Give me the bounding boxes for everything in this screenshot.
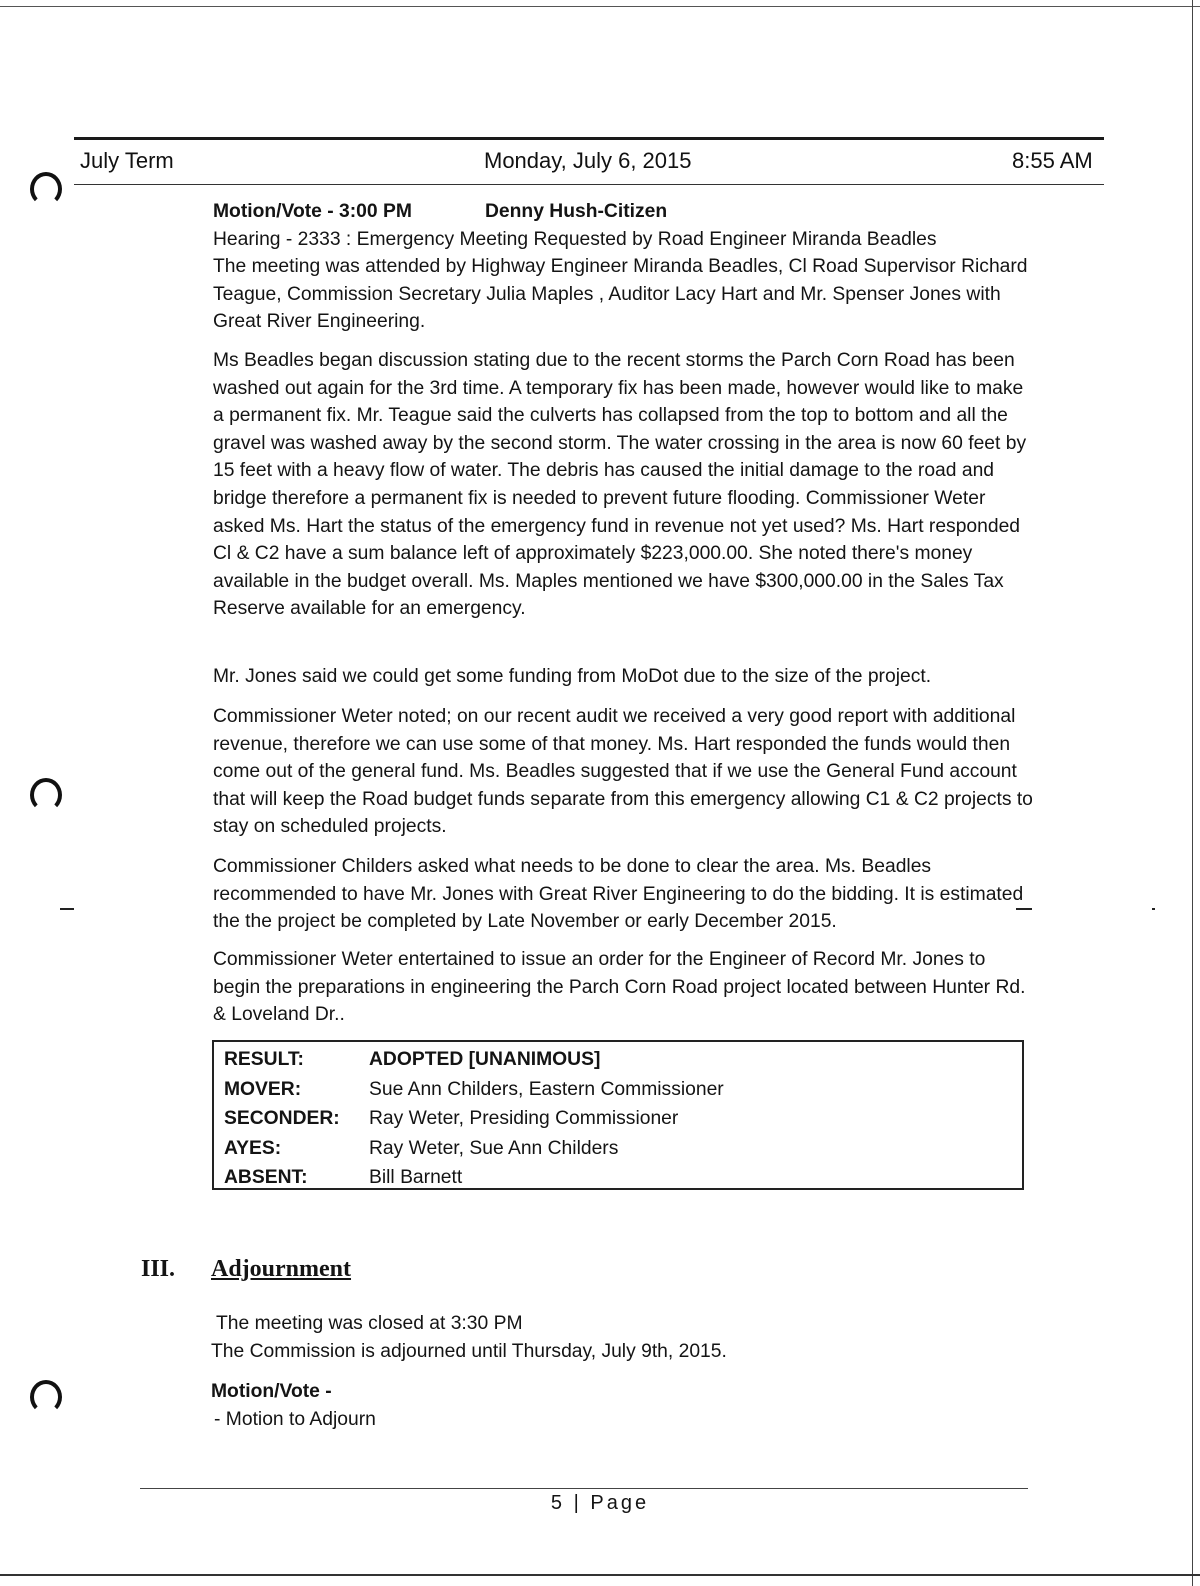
- header-time: 8:55 AM: [1012, 148, 1093, 173]
- header-underline: [74, 184, 1104, 185]
- header-term: July Term: [80, 148, 174, 173]
- result-label: RESULT:: [224, 1049, 304, 1070]
- adjourn-motion-item: - Motion to Adjourn: [214, 1409, 376, 1430]
- vote-result-table: [212, 1040, 1024, 1190]
- discussion-paragraph-3: Commissioner Weter noted; on our recent audit we received a very good report with additional revenue, therefore we can use some of that money. Ms. Hart responded the funds would then come out of the general fund. Ms. Beadles suggested that if we use the General Fund account that will keep the Road budget funds separate from this emergency allowing C1 & C2 projects to stay on scheduled projects.: [213, 706, 1033, 838]
- discussion-paragraph-2: Mr. Jones said we could get some funding from MoDot due to the size of the project.: [213, 666, 932, 687]
- absent-label: ABSENT:: [224, 1167, 308, 1189]
- footer-rule: [140, 1488, 1028, 1489]
- motion-line: [213, 198, 1033, 226]
- scan-speck: [1152, 908, 1155, 910]
- mover-value: Sue Ann Childers, Eastern Commissioner: [369, 1078, 724, 1100]
- result-value: ADOPTED [UNANIMOUS]: [369, 1049, 601, 1070]
- page-number: 5 | Page: [550, 1492, 650, 1514]
- header-date: Monday, July 6, 2015: [484, 148, 692, 173]
- adjourned-line: The Commission is adjourned until Thursday, July 9th, 2015.: [211, 1341, 727, 1362]
- ayes-value: Ray Weter, Sue Ann Childers: [369, 1137, 619, 1159]
- motion-speaker: Denny Hush-Citizen: [485, 201, 668, 222]
- attendance-paragraph: The meeting was attended by Highway Engineer Miranda Beadles, Cl Road Supervisor Richard Teague, Commission Secretary Julia Maples , Auditor Lacy Hart and Mr. Spenser Jones with Great River Engineering.: [213, 256, 1028, 333]
- punch-hole-icon: [30, 778, 62, 812]
- table-row: [224, 1163, 1022, 1193]
- ayes-label: AYES:: [224, 1137, 282, 1159]
- seconder-label: SECONDER:: [224, 1108, 340, 1130]
- discussion-paragraph-4: Commissioner Childers asked what needs to be done to clear the area. Ms. Beadles recommended to have Mr. Jones with Great River Engineering to do the bidding. It is estimated the the project be completed by Late November or early December 2015.: [213, 856, 1024, 933]
- discussion-paragraph-5: Commissioner Weter entertained to issue an order for the Engineer of Record Mr. Jones to begin the preparations in engineering the Parch Corn Road project located between Hunter Rd. & Loveland Dr..: [213, 949, 1026, 1026]
- table-row: [224, 1045, 1022, 1075]
- scan-edge-top: [0, 6, 1200, 7]
- meeting-closed-line: The meeting was closed at 3:30 PM: [216, 1313, 523, 1334]
- absent-value: Bill Barnett: [369, 1167, 463, 1189]
- table-row: [224, 1104, 1022, 1134]
- scan-edge-bottom: [0, 1574, 1200, 1576]
- motion-label: Motion/Vote - 3:00 PM: [213, 201, 412, 222]
- section-title: Adjournment: [211, 1256, 352, 1282]
- punch-hole-icon: [30, 1380, 62, 1414]
- seconder-value: Ray Weter, Presiding Commissioner: [369, 1108, 679, 1130]
- section-number: III.: [141, 1256, 176, 1282]
- table-row: [224, 1075, 1022, 1105]
- scan-speck: [60, 908, 74, 910]
- mover-label: MOVER:: [224, 1078, 302, 1100]
- table-row: [224, 1134, 1022, 1164]
- discussion-paragraph-1: Ms Beadles began discussion stating due to the recent storms the Parch Corn Road has been washed out again for the 3rd time. A temporary fix has been made, however would like to make a permanent fix. Mr. Teague said the culverts has collapsed from the top to bottom and all the gravel was washed away by the second storm. The water crossing in the area is now 60 feet by 15 feet with a heavy flow of water. The debris has caused the initial damage to the road and bridge therefore a permanent fix is needed to prevent future flooding. Commissioner Weter asked Ms. Hart the status of the emergency fund in revenue not yet used? Ms. Hart responded Cl & C2 have a sum balance left of approximately $223,000.00. She noted there's money available in the budget overall. Ms. Maples mentioned we have $300,000.00 in the Sales Tax Reserve available for an emergency.: [213, 350, 1027, 620]
- adjourn-motion-label: Motion/Vote -: [211, 1381, 332, 1402]
- motion-block: [213, 198, 1033, 336]
- punch-hole-icon: [30, 172, 62, 206]
- scan-edge-right: [1192, 0, 1193, 1586]
- hearing-line: Hearing - 2333 : Emergency Meeting Requested by Road Engineer Miranda Beadles: [213, 228, 937, 250]
- header-rule: [74, 137, 1104, 140]
